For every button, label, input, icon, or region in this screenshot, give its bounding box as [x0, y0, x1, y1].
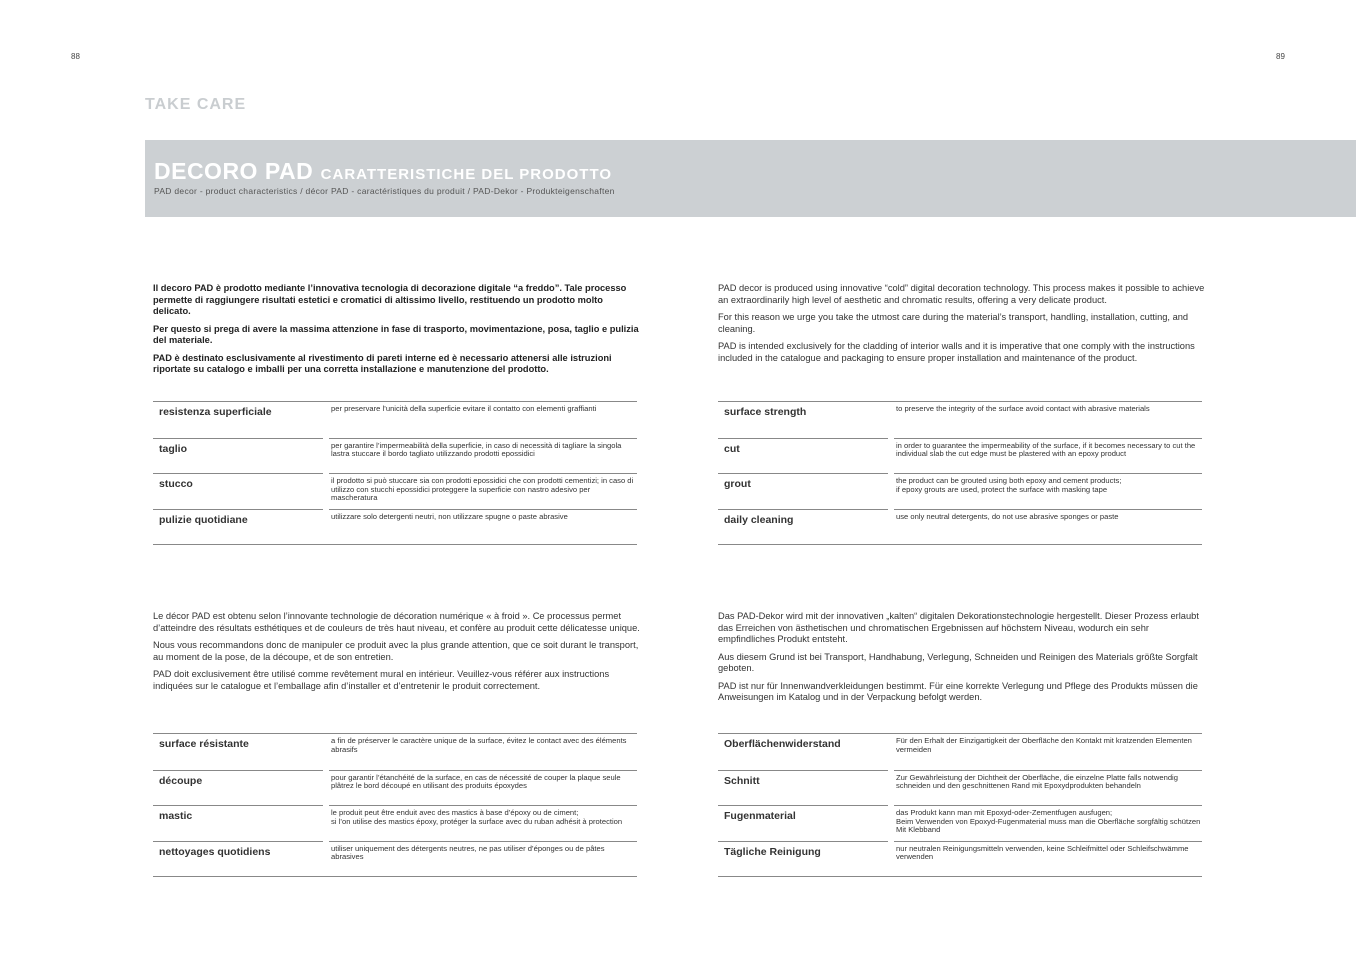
row-value: the product can be grouted using both epoxy and cement products; if epoxy grouts are used, protect the surface with masking tape: [894, 473, 1202, 509]
intro-paragraph: For this reason we urge you take the utmost care during the material’s transport, handling, installation, cutting, and cleaning.: [718, 312, 1189, 334]
english-intro: [718, 283, 1208, 383]
table-row: [718, 770, 1202, 806]
italian-intro: [153, 283, 643, 383]
intro-paragraph: Per questo si prega di avere la massima attenzione in fase di trasporto, movimentazione, posa, taglio e pulizia del materiale.: [153, 323, 639, 345]
row-value: das Produkt kann man mit Epoxyd-oder-Zementfugen ausfugen; Beim Verwenden von Epoxyd-Fugenmaterial muss man die Oberfläche sorgfältig schützen Mit Klebband: [894, 805, 1202, 841]
row-value: per preservare l’unicità della superficie evitare il contatto con elementi graffianti: [331, 404, 597, 413]
row-value: Für den Erhalt der Einzigartigkeit der Oberfläche den Kontakt mit kratzenden Elementen vermeiden: [896, 736, 1192, 754]
page-number-left: 88: [71, 52, 80, 61]
german-section: [718, 611, 1208, 862]
german-intro: [718, 611, 1208, 711]
intro-paragraph: Le décor PAD est obtenu selon l’innovante technologie de décoration numérique « à froid ». Ce processus permet d’atteindre des résultats esthétiques et de couleurs de très haut niveau, et confère au produit cette délicatesse unique.: [153, 611, 640, 633]
table-row: [718, 805, 1202, 841]
table-row: [153, 402, 637, 438]
row-value: per garantire l’impermeabilità della superficie, in caso di necessità di tagliare la singola lastra stuccare il bordo tagliato utilizzando prodotti epossidici: [329, 438, 637, 474]
row-value: utiliser uniquement des détergents neutres, ne pas utiliser d’éponges ou de pâtes abrasives: [329, 841, 637, 877]
intro-paragraph: Aus diesem Grund ist bei Transport, Handhabung, Verlegung, Schneiden und Reinigen des Materials größte Sorgfalt geboten.: [718, 651, 1198, 673]
english-characteristics-table: [718, 401, 1202, 545]
row-key: taglio: [153, 438, 323, 474]
page-title-main: DECORO PAD: [154, 158, 314, 184]
row-value: Zur Gewährleistung der Dichtheit der Oberfläche, die einzelne Platte falls notwendig schneiden und den geschnittenen Rand mit Epoxydprodukten behandeln: [894, 770, 1202, 806]
french-section: [153, 611, 643, 862]
table-row: [153, 805, 637, 841]
intro-paragraph: Nous vous recommandons donc de manipuler ce produit avec la plus grande attention, que ce soit durant le transport, au moment de la pose, de la découpe, et de son entretien.: [153, 640, 639, 662]
table-row: [153, 438, 637, 474]
table-row: [153, 734, 637, 770]
row-key: grout: [718, 473, 888, 509]
intro-paragraph: PAD doit exclusivement être utilisé comme revêtement mural en intérieur. Veuillez-vous référer aux instructions indiquées sur le catalogue et l’emballage afin d’installer et d’entretenir le produit correctement.: [153, 669, 610, 691]
french-characteristics-table: [153, 733, 637, 877]
intro-paragraph: PAD ist nur für Innenwandverkleidungen bestimmt. Für eine korrekte Verlegung und Pflege des Produkts müssen die Anweisungen im Katalog und in der Verpackung befolgt werden.: [718, 680, 1198, 702]
row-value: utilizzare solo detergenti neutri, non utilizzare spugne o paste abrasive: [329, 509, 637, 545]
row-key: surface résistante: [159, 738, 249, 750]
intro-paragraph: PAD is intended exclusively for the cladding of interior walls and it is imperative that one comply with the instructions included in the catalogue and packaging to ensure proper installation and maintenance of the product.: [718, 341, 1195, 363]
english-section: [718, 283, 1208, 526]
row-key: stucco: [153, 473, 323, 509]
page-subtitle: PAD decor - product characteristics / décor PAD - caractéristiques du produit / PAD-Dekor - Produkteigenschaften: [154, 186, 615, 196]
row-key: resistenza superficiale: [159, 406, 272, 418]
title-banner: [145, 140, 1356, 217]
row-value: il prodotto si può stuccare sia con prodotti epossidici che con prodotti cementizi; in caso di utilizzo con stucchi epossidici proteggere la superficie con nastro adesivo per mascheratura: [329, 473, 637, 509]
row-value: to preserve the integrity of the surface avoid contact with abrasive materials: [896, 404, 1150, 413]
row-key: Oberflächenwiderstand: [724, 738, 841, 750]
row-key: daily cleaning: [718, 509, 888, 545]
row-key: Fugenmaterial: [718, 805, 888, 841]
intro-paragraph: PAD è destinato esclusivamente al rivestimento di pareti interne ed è necessario attenersi alle istruzioni riportate su catalogo e imballi per una corretta installazione e manutenzione del prodotto.: [153, 352, 612, 374]
row-key: Schnitt: [718, 770, 888, 806]
table-row: [718, 438, 1202, 474]
italian-characteristics-table: [153, 401, 637, 545]
table-row: [718, 473, 1202, 509]
table-row: [718, 734, 1202, 770]
row-key: Tägliche Reinigung: [718, 841, 888, 877]
row-key: surface strength: [724, 406, 807, 418]
table-row: [153, 841, 637, 877]
table-row: [718, 402, 1202, 438]
table-row: [718, 509, 1202, 545]
row-value: nur neutralen Reinigungsmitteln verwenden, keine Schleifmittel oder Schleifschwämme verwenden: [894, 841, 1202, 877]
row-key: cut: [718, 438, 888, 474]
section-title: TAKE CARE: [145, 96, 247, 113]
row-key: nettoyages quotidiens: [153, 841, 323, 877]
page-title: [154, 158, 612, 185]
page-number-right: 89: [1276, 52, 1285, 61]
row-value: a fin de préserver le caractère unique de la surface, évitez le contact avec des éléments abrasifs: [331, 736, 627, 754]
row-key: mastic: [153, 805, 323, 841]
row-value: le produit peut être enduit avec des mastics à base d’époxy ou de ciment; si l’on utilise des mastics époxy, protéger la surface avec du ruban adhésit à protection: [329, 805, 637, 841]
page-title-secondary: CARATTERISTICHE DEL PRODOTTO: [320, 166, 612, 183]
french-intro: [153, 611, 643, 711]
german-characteristics-table: [718, 733, 1202, 877]
intro-paragraph: PAD decor is produced using innovative “cold” digital decoration technology. This process makes it possible to achieve an extraordinarily high level of aesthetic and chromatic results, offering a very delicate product.: [718, 283, 1205, 305]
table-row: [153, 770, 637, 806]
intro-paragraph: Il decoro PAD è prodotto mediante l’innovativa tecnologia di decorazione digitale “a freddo”. Tale processo permette di raggiungere risultati estetici e cromatici di altissimo livello, restituendo un prodotto molto delicato.: [153, 283, 627, 316]
table-row: [718, 841, 1202, 877]
row-value: pour garantir l’étanchéité de la surface, en cas de nécessité de couper la plaque seule plâtrez le bord découpé en utilisant des produits époxydes: [329, 770, 637, 806]
table-row: [153, 509, 637, 545]
row-value: in order to guarantee the impermeability of the surface, if it becomes necessary to cut the individual slab the cut edge must be plastered with an epoxy product: [894, 438, 1202, 474]
row-value: use only neutral detergents, do not use abrasive sponges or paste: [894, 509, 1202, 545]
row-key: pulizie quotidiane: [153, 509, 323, 545]
table-row: [153, 473, 637, 509]
intro-paragraph: Das PAD-Dekor wird mit der innovativen „kalten“ digitalen Dekorationstechnologie hergestellt. Dieser Prozess erlaubt das Erreichen von ästhetischen und chromatischen Ergebnissen auf höchstem Niveau, wodurch ein sehr empfindliches Produkt entsteht.: [718, 611, 1199, 644]
italian-section: [153, 283, 643, 526]
row-key: découpe: [153, 770, 323, 806]
